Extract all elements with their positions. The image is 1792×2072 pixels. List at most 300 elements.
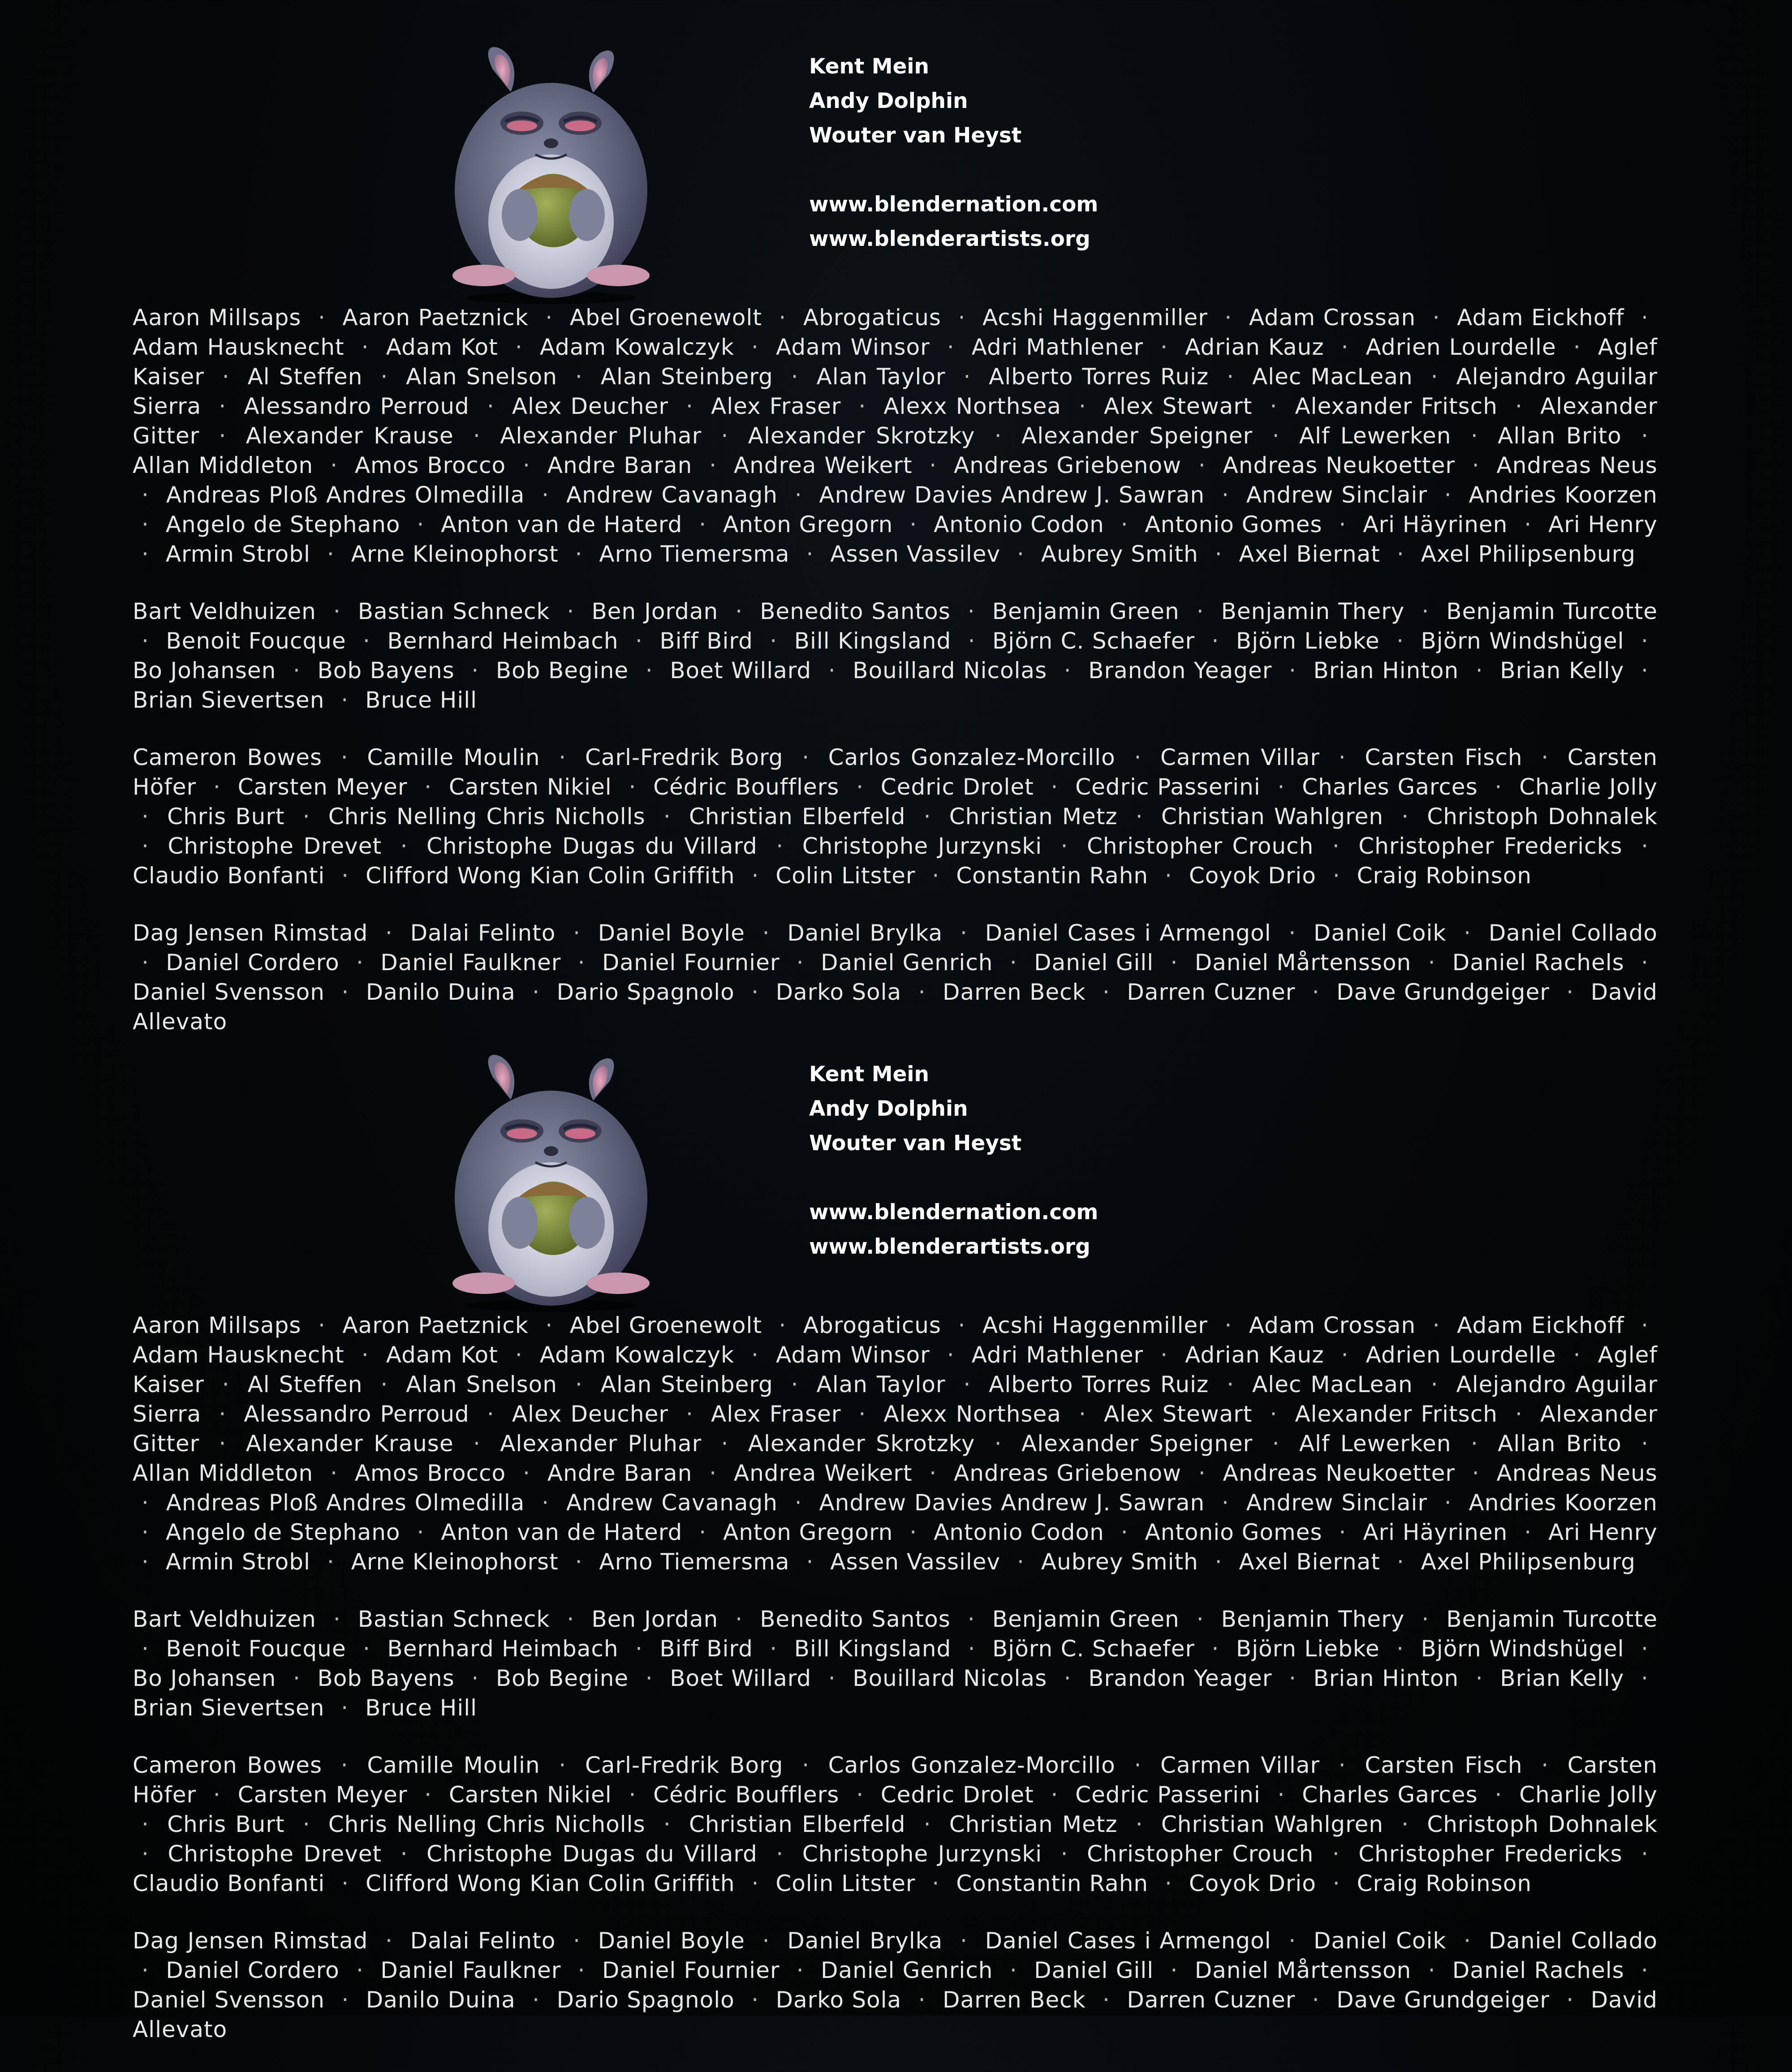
credit-name: Alec MacLean xyxy=(1252,364,1413,390)
name-separator: · xyxy=(1641,1665,1649,1691)
name-separator: · xyxy=(142,541,149,567)
credit-name: Bob Bayens xyxy=(317,1665,455,1691)
credit-name: Dario Spagnolo xyxy=(556,1987,735,2013)
credit-name: Biff Bird xyxy=(659,628,753,654)
header-name: Wouter van Heyst xyxy=(809,123,1022,148)
name-separator: · xyxy=(363,1636,370,1662)
name-separator: · xyxy=(1103,1987,1110,2013)
name-separator: · xyxy=(1396,1549,1404,1575)
credit-name: Cedric Drolet xyxy=(880,774,1034,800)
credit-name: Allan Middleton xyxy=(133,452,314,478)
name-separator: · xyxy=(219,1431,227,1457)
credit-name: Daniel Svensson xyxy=(133,979,325,1005)
name-separator: · xyxy=(629,774,637,800)
name-separator: · xyxy=(142,1636,149,1662)
credit-name: Bruce Hill xyxy=(365,687,478,713)
credit-name: Charles Garces xyxy=(1302,774,1478,800)
credit-name: Allan Middleton xyxy=(133,1460,314,1486)
name-separator: · xyxy=(1470,1431,1478,1457)
name-separator: · xyxy=(1211,1636,1219,1662)
name-separator: · xyxy=(1401,804,1409,830)
name-separator: · xyxy=(858,1401,866,1427)
name-separator: · xyxy=(1472,1460,1480,1486)
name-separator: · xyxy=(142,482,149,508)
name-separator: · xyxy=(219,393,227,419)
name-separator: · xyxy=(751,863,759,889)
credit-name: Carlos Gonzalez-Morcillo xyxy=(828,1752,1116,1778)
credit-name: Alex Fraser xyxy=(711,1401,841,1427)
name-separator: · xyxy=(1641,1636,1649,1662)
credit-name: Al Steffen xyxy=(247,1371,363,1397)
name-separator: · xyxy=(142,1957,149,1983)
credit-name: Daniel Rachels xyxy=(1452,1957,1624,1983)
name-separator: · xyxy=(806,1549,814,1575)
name-separator: · xyxy=(1338,744,1346,770)
credit-name: Cedric Passerini xyxy=(1075,1782,1261,1808)
name-separator: · xyxy=(806,541,814,567)
name-separator: · xyxy=(567,1606,575,1632)
name-separator: · xyxy=(1515,393,1523,419)
name-separator: · xyxy=(142,804,149,830)
credit-name: Armin Strobl xyxy=(165,541,310,567)
header-site: www.blenderartists.org xyxy=(809,1234,1090,1259)
name-separator: · xyxy=(1332,1841,1340,1867)
name-separator: · xyxy=(1432,305,1440,331)
credit-name: Dalai Felinto xyxy=(410,1928,556,1954)
credit-name: Brian Sievertsen xyxy=(133,1695,325,1721)
name-separator: · xyxy=(1227,364,1235,390)
name-separator: · xyxy=(577,1957,586,1983)
credit-name: Adrien Lourdelle xyxy=(1366,334,1556,360)
credit-name: Christian Elberfeld xyxy=(689,1811,906,1837)
name-separator: · xyxy=(1277,1782,1285,1808)
credit-name: Christopher Fredericks xyxy=(1358,833,1623,859)
credit-name: Andrea Weikert xyxy=(733,452,913,478)
name-separator: · xyxy=(1277,774,1285,800)
credit-name: Benoit Foucque xyxy=(166,1636,346,1662)
header-name: Wouter van Heyst xyxy=(809,1131,1022,1156)
name-separator: · xyxy=(770,1636,778,1662)
credit-name: Andreas Neus xyxy=(1496,1460,1658,1486)
credit-name: Chris Burt xyxy=(167,1811,285,1837)
name-separator: · xyxy=(1541,1752,1549,1778)
name-separator: · xyxy=(1064,1665,1072,1691)
credit-name: Alexander Skrotzky xyxy=(748,1431,975,1457)
credit-name: Bo Johansen xyxy=(133,1665,276,1691)
name-separator: · xyxy=(340,744,349,770)
name-separator: · xyxy=(1428,1957,1436,1983)
credit-name: Alexander Pluhar xyxy=(500,423,702,449)
name-separator: · xyxy=(1444,482,1452,508)
credit-name: Björn Windshügel xyxy=(1421,628,1624,654)
credit-name: Camille Moulin xyxy=(367,744,540,770)
credit-name: Brian Hinton xyxy=(1313,658,1459,684)
credit-name: Dave Grundgeiger xyxy=(1336,1987,1550,2013)
name-separator: · xyxy=(471,1665,479,1691)
name-separator: · xyxy=(327,1549,335,1575)
name-separator: · xyxy=(762,920,770,946)
name-separator: · xyxy=(1196,598,1204,624)
credit-name: Abrogaticus xyxy=(803,305,941,331)
name-separator: · xyxy=(967,1606,975,1632)
name-separator: · xyxy=(1288,658,1297,684)
credit-name: Acshi Haggenmiller xyxy=(982,305,1208,331)
credit-name: Benjamin Turcotte xyxy=(1446,1606,1658,1632)
name-separator: · xyxy=(963,1371,971,1397)
name-separator: · xyxy=(302,804,310,830)
credit-name: Christophe Dugas du Villard xyxy=(426,1841,758,1867)
credit-name: Armin Strobl xyxy=(165,1549,310,1575)
name-separator: · xyxy=(293,1665,301,1691)
name-separator: · xyxy=(293,658,301,684)
credit-name: David Allevato xyxy=(133,979,1658,1035)
credit-name: Arne Kleinophorst xyxy=(351,1549,559,1575)
name-separator: · xyxy=(635,1636,643,1662)
credit-name: Bart Veldhuizen xyxy=(133,1606,316,1632)
credit-name: Ben Jordan xyxy=(591,1606,719,1632)
credit-name: Daniel Mårtensson xyxy=(1194,1957,1412,1983)
credit-name: Andrew Davies Andrew J. Sawran xyxy=(819,1490,1205,1516)
credit-name: Chris Nelling Chris Nicholls xyxy=(328,1811,646,1837)
credit-name: Alex Fraser xyxy=(711,393,841,419)
name-separator: · xyxy=(1432,1312,1440,1338)
credit-name: Daniel Brylka xyxy=(787,1928,943,1954)
name-separator: · xyxy=(1495,774,1503,800)
name-separator: · xyxy=(400,833,408,859)
name-separator: · xyxy=(1165,1870,1172,1896)
name-separator: · xyxy=(424,1782,432,1808)
name-separator: · xyxy=(1198,452,1206,478)
credit-name: Christopher Crouch xyxy=(1087,1841,1314,1867)
name-separator: · xyxy=(958,305,966,331)
credit-name: Christophe Jurzynski xyxy=(802,833,1042,859)
credit-name: Christophe Jurzynski xyxy=(802,1841,1042,1867)
name-separator: · xyxy=(791,1371,799,1397)
name-separator: · xyxy=(1135,1811,1143,1837)
name-separator: · xyxy=(361,1342,369,1368)
name-separator: · xyxy=(1641,1957,1649,1983)
name-separator: · xyxy=(1339,512,1347,537)
credit-name: Andreas Neus xyxy=(1496,452,1658,478)
name-separator: · xyxy=(400,1841,408,1867)
credit-name: Carsten Nikiel xyxy=(448,1782,612,1808)
credit-name: Colin Litster xyxy=(775,1870,916,1896)
name-separator: · xyxy=(341,1870,349,1896)
credit-name: Andreas Griebenow xyxy=(954,1460,1182,1486)
credit-name: Alberto Torres Ruiz xyxy=(989,364,1209,390)
credit-name: Alex Stewart xyxy=(1103,1401,1253,1427)
credit-name: Clifford Wong Kian Colin Griffith xyxy=(365,1870,735,1896)
credit-name: Alan Taylor xyxy=(816,364,946,390)
credit-name: Alex Stewart xyxy=(1103,393,1253,419)
credit-name: Bernhard Heimbach xyxy=(387,1636,619,1662)
name-separator: · xyxy=(1224,305,1232,331)
name-separator: · xyxy=(522,452,530,478)
name-separator: · xyxy=(318,305,326,331)
credit-name: Alessandro Perroud xyxy=(244,1401,470,1427)
name-separator: · xyxy=(1475,658,1483,684)
name-separator: · xyxy=(1573,1342,1581,1368)
credit-name: Cedric Drolet xyxy=(880,1782,1034,1808)
name-separator: · xyxy=(222,364,230,390)
name-separator: · xyxy=(1165,863,1172,889)
credit-name: Aaron Paetznick xyxy=(342,1312,529,1338)
name-separator: · xyxy=(1222,1490,1229,1516)
credit-name: Aubrey Smith xyxy=(1041,541,1198,567)
name-separator: · xyxy=(909,1519,918,1545)
credits-group-a xyxy=(133,303,1658,569)
name-separator: · xyxy=(770,628,778,654)
name-separator: · xyxy=(219,1401,227,1427)
credit-name: Alberto Torres Ruiz xyxy=(989,1371,1209,1397)
name-separator: · xyxy=(330,452,338,478)
name-separator: · xyxy=(1270,393,1278,419)
name-separator: · xyxy=(222,1371,230,1397)
credit-name: Assen Vassilev xyxy=(830,1549,1001,1575)
credit-name: Cameron Bowes xyxy=(133,1752,323,1778)
name-separator: · xyxy=(333,598,341,624)
name-separator: · xyxy=(363,628,370,654)
name-separator: · xyxy=(796,1957,804,1983)
name-separator: · xyxy=(1134,1752,1142,1778)
name-separator: · xyxy=(963,364,971,390)
name-separator: · xyxy=(1135,804,1143,830)
credit-name: Cameron Bowes xyxy=(133,744,323,770)
credit-name: Boet Willard xyxy=(670,1665,812,1691)
name-separator: · xyxy=(1524,1519,1532,1545)
credit-name: Alex Deucher xyxy=(512,393,668,419)
name-separator: · xyxy=(417,1519,425,1545)
name-separator: · xyxy=(1541,744,1549,770)
name-separator: · xyxy=(629,1782,637,1808)
credit-name: Alexander Skrotzky xyxy=(748,423,975,449)
name-separator: · xyxy=(1566,979,1574,1005)
credit-name: Allan Brito xyxy=(1498,423,1622,449)
name-separator: · xyxy=(923,1811,931,1837)
credit-name: Cedric Passerini xyxy=(1075,774,1261,800)
credit-name: Benedito Santos xyxy=(760,1606,951,1632)
credit-name: Craig Robinson xyxy=(1357,1870,1532,1896)
name-separator: · xyxy=(1524,512,1532,537)
name-separator: · xyxy=(532,979,540,1005)
name-separator: · xyxy=(577,950,586,976)
credit-name: Alexander Fritsch xyxy=(1295,393,1498,419)
name-separator: · xyxy=(545,305,553,331)
credit-name: Darren Beck xyxy=(942,979,1086,1005)
name-separator: · xyxy=(1341,1342,1349,1368)
credit-name: Carmen Villar xyxy=(1160,1752,1320,1778)
credit-name: Craig Robinson xyxy=(1357,863,1532,889)
name-separator: · xyxy=(142,1519,149,1545)
name-separator: · xyxy=(709,452,717,478)
credit-name: Daniel Cordero xyxy=(166,1957,340,1983)
credit-name: Daniel Coik xyxy=(1313,920,1447,946)
credit-name: Constantin Rahn xyxy=(956,863,1149,889)
credit-name: Carsten Fisch xyxy=(1365,744,1523,770)
name-separator: · xyxy=(302,1811,310,1837)
credit-name: Daniel Brylka xyxy=(787,920,943,946)
credit-name: Darko Sola xyxy=(775,979,902,1005)
credits-group-b xyxy=(133,1604,1658,1723)
credit-name: Amos Brocco xyxy=(354,1460,506,1486)
name-separator: · xyxy=(575,541,583,567)
name-separator: · xyxy=(142,950,149,976)
credit-name: Colin Litster xyxy=(775,863,916,889)
name-separator: · xyxy=(356,950,364,976)
credit-name: Adam Eickhoff xyxy=(1457,1312,1624,1338)
name-separator: · xyxy=(1396,541,1404,567)
name-separator: · xyxy=(828,1665,836,1691)
name-separator: · xyxy=(1288,1665,1297,1691)
name-separator: · xyxy=(1341,334,1349,360)
credit-name: Abel Groenewolt xyxy=(569,305,762,331)
name-separator: · xyxy=(575,1549,583,1575)
name-separator: · xyxy=(417,512,425,537)
credit-name: Daniel Boyle xyxy=(598,1928,745,1954)
credits-panel-top xyxy=(0,0,1792,1035)
name-separator: · xyxy=(1641,628,1649,654)
credit-name: Carsten Fisch xyxy=(1365,1752,1523,1778)
credit-name: Alan Steinberg xyxy=(600,364,773,390)
credit-name: Axel Biernat xyxy=(1239,1549,1380,1575)
credit-name: Bernhard Heimbach xyxy=(387,628,619,654)
name-separator: · xyxy=(1160,334,1168,360)
credit-name: Andre Baran xyxy=(547,1460,693,1486)
credit-name: Christian Metz xyxy=(949,804,1118,830)
name-separator: · xyxy=(330,1460,338,1486)
name-separator: · xyxy=(542,1490,550,1516)
credit-name: Anton van de Haterd xyxy=(441,1519,683,1545)
name-separator: · xyxy=(1017,1549,1025,1575)
credit-name: Adam Kot xyxy=(386,334,498,360)
name-separator: · xyxy=(1224,1312,1232,1338)
credit-name: Bastian Schneck xyxy=(358,1606,550,1632)
credit-name: Adrian Kauz xyxy=(1185,334,1324,360)
credit-name: Adam Kot xyxy=(386,1342,498,1368)
credit-name: Carsten Meyer xyxy=(237,774,408,800)
name-separator: · xyxy=(856,774,864,800)
credit-name: Christian Elberfeld xyxy=(689,804,906,830)
credit-name: Dag Jensen Rimstad xyxy=(133,1928,368,1954)
name-separator: · xyxy=(1475,1665,1483,1691)
credit-name: Bob Begine xyxy=(495,658,629,684)
name-separator: · xyxy=(1160,1342,1168,1368)
name-separator: · xyxy=(1064,658,1072,684)
name-separator: · xyxy=(1566,1987,1574,2013)
credit-name: Daniel Genrich xyxy=(820,950,993,976)
name-separator: · xyxy=(947,334,955,360)
credit-name: Chris Nelling Chris Nicholls xyxy=(328,804,646,830)
credits-group-a xyxy=(133,1311,1658,1577)
credit-name: Daniel Fournier xyxy=(602,950,780,976)
credit-name: Brian Sievertsen xyxy=(133,687,325,713)
name-separator: · xyxy=(794,482,802,508)
name-separator: · xyxy=(968,1636,976,1662)
credits-list xyxy=(133,303,1658,1064)
credit-name: Alf Lewerken xyxy=(1299,423,1452,449)
name-separator: · xyxy=(1170,950,1178,976)
credit-name: Andrew Sinclair xyxy=(1246,482,1428,508)
name-separator: · xyxy=(1270,1401,1278,1427)
credit-name: Bob Bayens xyxy=(317,658,455,684)
name-separator: · xyxy=(1051,774,1059,800)
name-separator: · xyxy=(1332,863,1340,889)
credit-name: Andrew Davies Andrew J. Sawran xyxy=(819,482,1205,508)
credit-name: Alan Snelson xyxy=(406,364,557,390)
credit-name: Dave Grundgeiger xyxy=(1336,979,1550,1005)
name-separator: · xyxy=(1196,1606,1204,1632)
name-separator: · xyxy=(686,1401,694,1427)
name-separator: · xyxy=(1338,1752,1346,1778)
name-separator: · xyxy=(142,628,149,654)
name-separator: · xyxy=(751,1342,759,1368)
credit-name: Andrew Cavanagh xyxy=(566,1490,778,1516)
name-separator: · xyxy=(522,1460,530,1486)
name-separator: · xyxy=(573,1928,581,1954)
credit-name: Christopher Fredericks xyxy=(1358,1841,1623,1867)
credit-name: Anton van de Haterd xyxy=(441,512,683,537)
credit-name: Dag Jensen Rimstad xyxy=(133,920,368,946)
credit-name: Carmen Villar xyxy=(1160,744,1320,770)
credit-name: Christian Wahlgren xyxy=(1161,804,1384,830)
name-separator: · xyxy=(709,1460,717,1486)
name-separator: · xyxy=(1222,482,1229,508)
credit-name: Bastian Schneck xyxy=(358,598,550,624)
name-separator: · xyxy=(1396,628,1404,654)
credit-name: Abel Groenewolt xyxy=(569,1312,762,1338)
credit-name: Andreas Neukoetter xyxy=(1223,452,1455,478)
name-separator: · xyxy=(794,1490,802,1516)
credit-name: Christophe Drevet xyxy=(168,1841,382,1867)
credit-name: Biff Bird xyxy=(659,1636,753,1662)
credit-name: Darko Sola xyxy=(775,1987,902,2013)
name-separator: · xyxy=(1120,1519,1129,1545)
name-separator: · xyxy=(1641,1841,1649,1867)
credit-name: Alexander Speigner xyxy=(1021,423,1253,449)
name-separator: · xyxy=(960,1928,968,1954)
credit-name: Camille Moulin xyxy=(367,1752,540,1778)
credit-name: Danilo Duina xyxy=(366,979,516,1005)
credit-name: Antonio Codon xyxy=(934,1519,1104,1545)
name-separator: · xyxy=(802,1752,810,1778)
credit-name: Carl-Fredrik Borg xyxy=(585,1752,784,1778)
name-separator: · xyxy=(635,628,643,654)
name-separator: · xyxy=(142,1811,149,1837)
name-separator: · xyxy=(473,423,481,449)
credit-name: Daniel Collado xyxy=(1488,1928,1658,1954)
credit-name: Antonio Gomes xyxy=(1145,512,1322,537)
name-separator: · xyxy=(341,979,349,1005)
credit-name: Andreas Ploß Andres Olmedilla xyxy=(166,1490,525,1516)
name-separator: · xyxy=(802,744,810,770)
name-separator: · xyxy=(1288,920,1297,946)
header-name: Andy Dolphin xyxy=(809,89,968,113)
credit-name: Christoph Dohnalek xyxy=(1427,804,1658,830)
name-separator: · xyxy=(968,628,976,654)
credit-name: Al Steffen xyxy=(247,364,363,390)
credit-name: Antonio Gomes xyxy=(1145,1519,1322,1545)
name-separator: · xyxy=(1103,979,1110,1005)
name-separator: · xyxy=(380,1371,388,1397)
credit-name: Alexx Northsea xyxy=(883,1401,1061,1427)
name-separator: · xyxy=(960,920,968,946)
name-separator: · xyxy=(1215,541,1223,567)
name-separator: · xyxy=(1641,1431,1649,1457)
credits-header xyxy=(809,49,1098,256)
credit-name: Danilo Duina xyxy=(366,1987,516,2013)
credit-name: Benjamin Green xyxy=(992,598,1180,624)
name-separator: · xyxy=(645,1665,653,1691)
